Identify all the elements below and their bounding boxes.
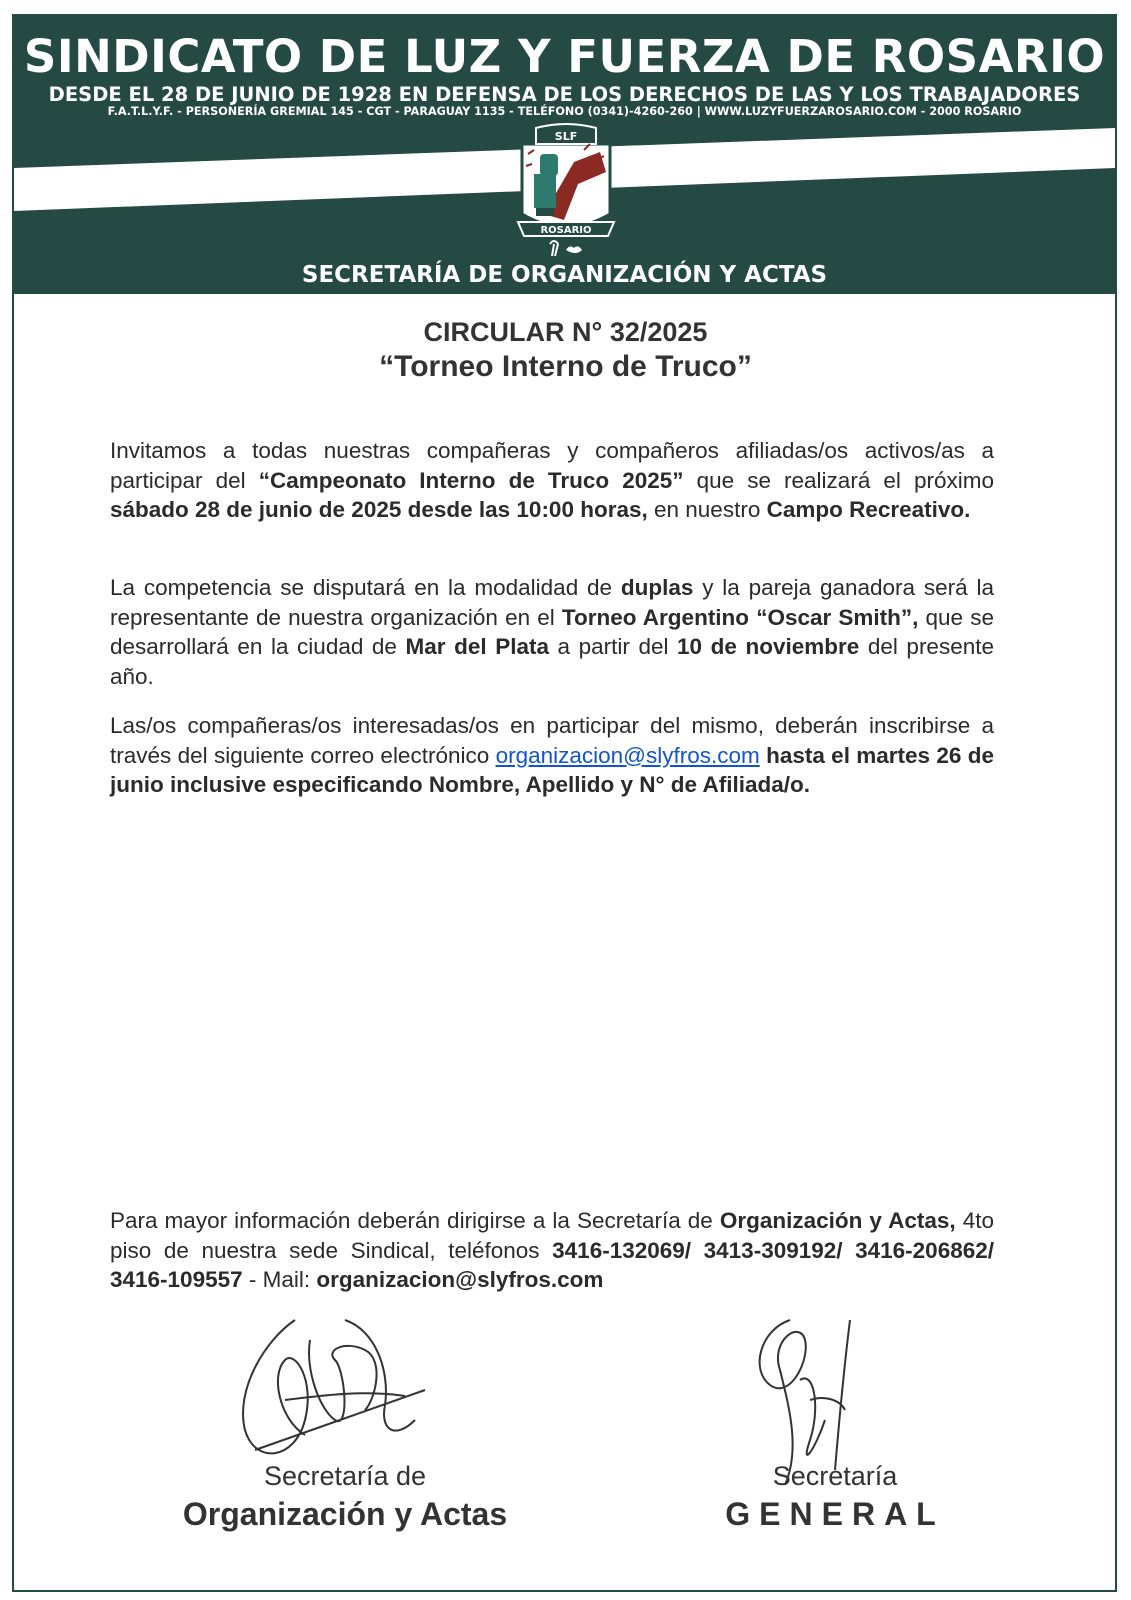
union-tagline: DESDE EL 28 DE JUNIO DE 1928 EN DEFENSA DE LOS DERECHOS DE LAS Y LOS TRABAJADORES	[48, 83, 1081, 106]
left-signature	[225, 1300, 445, 1480]
circular-number: CIRCULAR N° 32/2025	[423, 317, 708, 347]
invitation-paragraph: Invitamos a todas nuestras compañeras y compañeros afiliadas/os activos/as a participar del “Campeonato Interno de Truco 2025” que se realizará el próximo sábado 28 de junio de 2025 desde las 10:00 horas, en nuestro Campo Recreativo.	[110, 438, 994, 522]
right-signature-title: Secretaría	[772, 1461, 898, 1491]
right-signature-office: GENERAL	[725, 1496, 945, 1532]
registration-email-link[interactable]: organizacion@slyfros.com	[495, 742, 760, 768]
union-contact-info: F.A.T.L.Y.F. - PERSONERÍA GREMIAL 145 - CGT - PARAGUAY 1135 - TELÉFONO (0341)-4260-260 | WWW.LUZYFUERZAROSARIO.COM - 2000 ROSARIO	[107, 105, 1022, 118]
competition-paragraph: La competencia se disputará en la modalidad de duplas y la pareja ganadora será la representante de nuestra organización en el Torneo Argentino “Oscar Smith”, que se desarrollará en la ciudad de Mar del Plata a partir del 10 de noviembre del presente año.	[110, 575, 994, 689]
union-logo	[514, 122, 618, 268]
registration-paragraph: Las/os compañeras/os interesadas/os en participar del mismo, deberán inscribirse a través del siguiente correo electrónico organizacion@slyfros.com hasta el martes 26 de junio inclusive especificando Nombre, Apellido y N° de Afiliada/o.	[110, 713, 994, 797]
union-name: SINDICATO DE LUZ Y FUERZA DE ROSARIO	[23, 30, 1106, 83]
letterhead	[14, 16, 1115, 294]
contact-paragraph: Para mayor información deberán dirigirse a la Secretaría de Organización y Actas, 4to piso de nuestra sede Sindical, teléfonos 3416-132069/ 3413-309192/ 3416-206862/ 3416-109557 - Mail: organizacion@slyfros.com	[110, 1208, 995, 1292]
logo-bottom-text: ROSARIO	[540, 225, 592, 236]
left-signature-title: Secretaría de	[263, 1461, 427, 1491]
left-signature-office: Organización y Actas	[182, 1496, 508, 1532]
circular-title: “Torneo Interno de Truco”	[379, 350, 752, 383]
department-name: SECRETARÍA DE ORGANIZACIÓN Y ACTAS	[301, 262, 828, 288]
logo-top-text: SLF	[554, 130, 578, 143]
